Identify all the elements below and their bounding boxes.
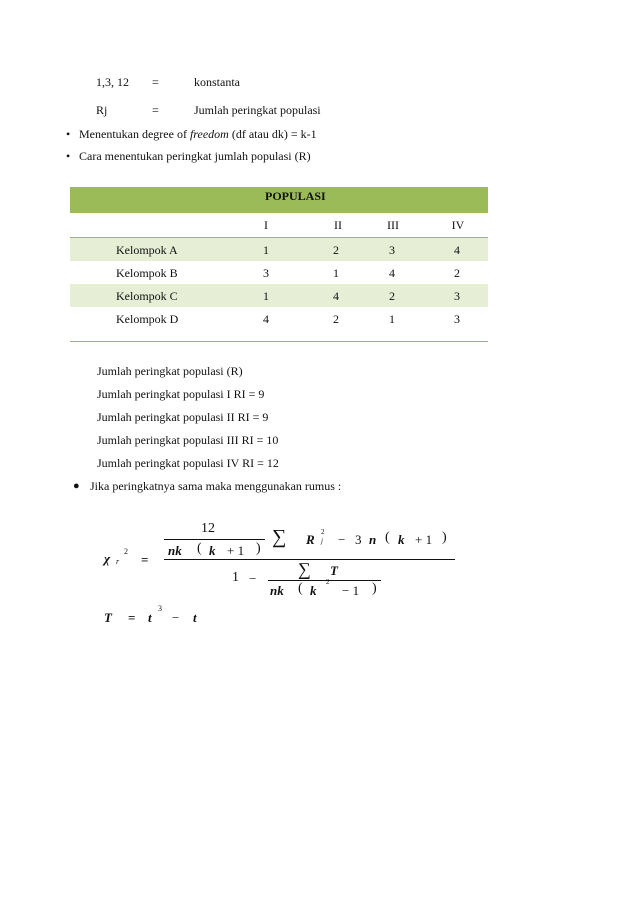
- formula-minus-one: − 1: [342, 583, 360, 598]
- formula-nk: nk: [270, 583, 284, 598]
- formula-plus-one: + 1: [415, 532, 433, 547]
- formula-sigma: ∑: [298, 559, 311, 579]
- formula-r-subscript: r: [116, 557, 120, 566]
- inner-fraction-bar: [268, 580, 381, 581]
- bullet-marker: •: [66, 149, 71, 163]
- formula-square: 2: [124, 547, 128, 556]
- formula-equals: =: [128, 610, 136, 625]
- formula-paren: (: [385, 530, 390, 545]
- formula-paren: (: [197, 541, 202, 556]
- bullet-formula-intro: Jika peringkatnya sama maka menggunakan rumus :: [90, 479, 342, 493]
- cell-value: 4: [333, 289, 339, 303]
- definition-term-constants: 1,3, 12: [96, 75, 129, 89]
- definition-constants-meaning: konstanta: [194, 75, 240, 89]
- sum-heading: Jumlah peringkat populasi (R): [97, 364, 243, 378]
- sum-population-iii: Jumlah peringkat populasi III RI = 10: [97, 433, 279, 447]
- cell-value: 2: [454, 266, 460, 280]
- column-header-ii: II: [334, 218, 342, 232]
- bullet-marker: ●: [73, 480, 80, 492]
- table-row: [70, 307, 488, 342]
- formula-j-subscript: j: [321, 537, 323, 545]
- formula-twelve: 12: [201, 521, 215, 536]
- formula-square: 2: [326, 578, 330, 586]
- formula-one: 1: [232, 570, 239, 585]
- formula-nk: nk: [168, 543, 182, 558]
- cell-value: 1: [389, 312, 395, 326]
- formula-n: n: [369, 532, 377, 547]
- cell-value: 1: [333, 266, 339, 280]
- row-label: Kelompok B: [116, 266, 178, 280]
- cell-value: 3: [389, 243, 395, 257]
- bullet-marker: •: [66, 127, 71, 141]
- italic-freedom: freedom: [189, 127, 229, 141]
- column-header-iii: III: [387, 218, 399, 232]
- definition-term-rj: Rj: [96, 103, 108, 117]
- sum-population-i: Jumlah peringkat populasi I RI = 9: [97, 387, 265, 401]
- table-column-header-row: [70, 213, 488, 238]
- row-label: Kelompok D: [116, 312, 179, 326]
- formula-paren: ): [372, 581, 377, 596]
- bullet-degree-of-freedom: [79, 127, 317, 141]
- formula-t: t: [193, 610, 197, 625]
- cell-value: 3: [454, 289, 460, 303]
- formula-t-sum: T: [330, 563, 338, 578]
- table-header-row: POPULASI: [70, 187, 488, 213]
- formula-k: k: [209, 543, 216, 558]
- formula-r: R: [306, 532, 315, 547]
- definition-equals: =: [152, 75, 159, 89]
- cell-value: 3: [263, 266, 269, 280]
- row-label: Kelompok C: [116, 289, 178, 303]
- row-label: Kelompok A: [116, 243, 178, 257]
- cell-value: 4: [389, 266, 395, 280]
- formula-square: 2: [321, 528, 325, 536]
- cell-value: 4: [263, 312, 269, 326]
- formula-three: 3: [355, 532, 362, 547]
- formula-t-definition: T: [104, 610, 112, 625]
- bullet-text-end: (df atau dk) = k-1: [228, 127, 317, 141]
- bullet-rank-method: Cara menentukan peringkat jumlah populasi (R): [79, 149, 311, 163]
- formula-plus-one: + 1: [227, 543, 245, 558]
- cell-value: 3: [454, 312, 460, 326]
- bullet-text: Menentukan degree of: [79, 127, 190, 141]
- column-header-i: I: [264, 218, 268, 232]
- formula-cube: 3: [158, 604, 162, 613]
- fraction-bar: [164, 539, 265, 540]
- sum-population-iv: Jumlah peringkat populasi IV RI = 12: [97, 456, 279, 470]
- definition-rj-meaning: Jumlah peringkat populasi: [194, 103, 321, 117]
- formula-chi: χ: [104, 551, 111, 566]
- formula-minus: −: [338, 532, 346, 547]
- cell-value: 2: [389, 289, 395, 303]
- formula-k: k: [398, 532, 405, 547]
- formula-paren: ): [442, 530, 447, 545]
- table-row: [70, 238, 488, 261]
- formula-equals: =: [141, 552, 149, 567]
- formula-paren: ): [256, 541, 261, 556]
- formula-minus: −: [172, 610, 180, 625]
- formula-sigma: ∑: [272, 526, 287, 548]
- cell-value: 2: [333, 312, 339, 326]
- formula-t: t: [148, 610, 152, 625]
- cell-value: 1: [263, 243, 269, 257]
- sum-population-ii: Jumlah peringkat populasi II RI = 9: [97, 410, 269, 424]
- cell-value: 1: [263, 289, 269, 303]
- cell-value: 4: [454, 243, 460, 257]
- table-row: [70, 284, 488, 307]
- formula-paren: (: [298, 581, 303, 596]
- formula-k: k: [310, 583, 317, 598]
- column-header-iv: IV: [451, 218, 465, 232]
- cell-value: 2: [333, 243, 339, 257]
- formula-minus: −: [249, 571, 257, 586]
- table-row: [70, 261, 488, 284]
- definition-equals: =: [152, 103, 159, 117]
